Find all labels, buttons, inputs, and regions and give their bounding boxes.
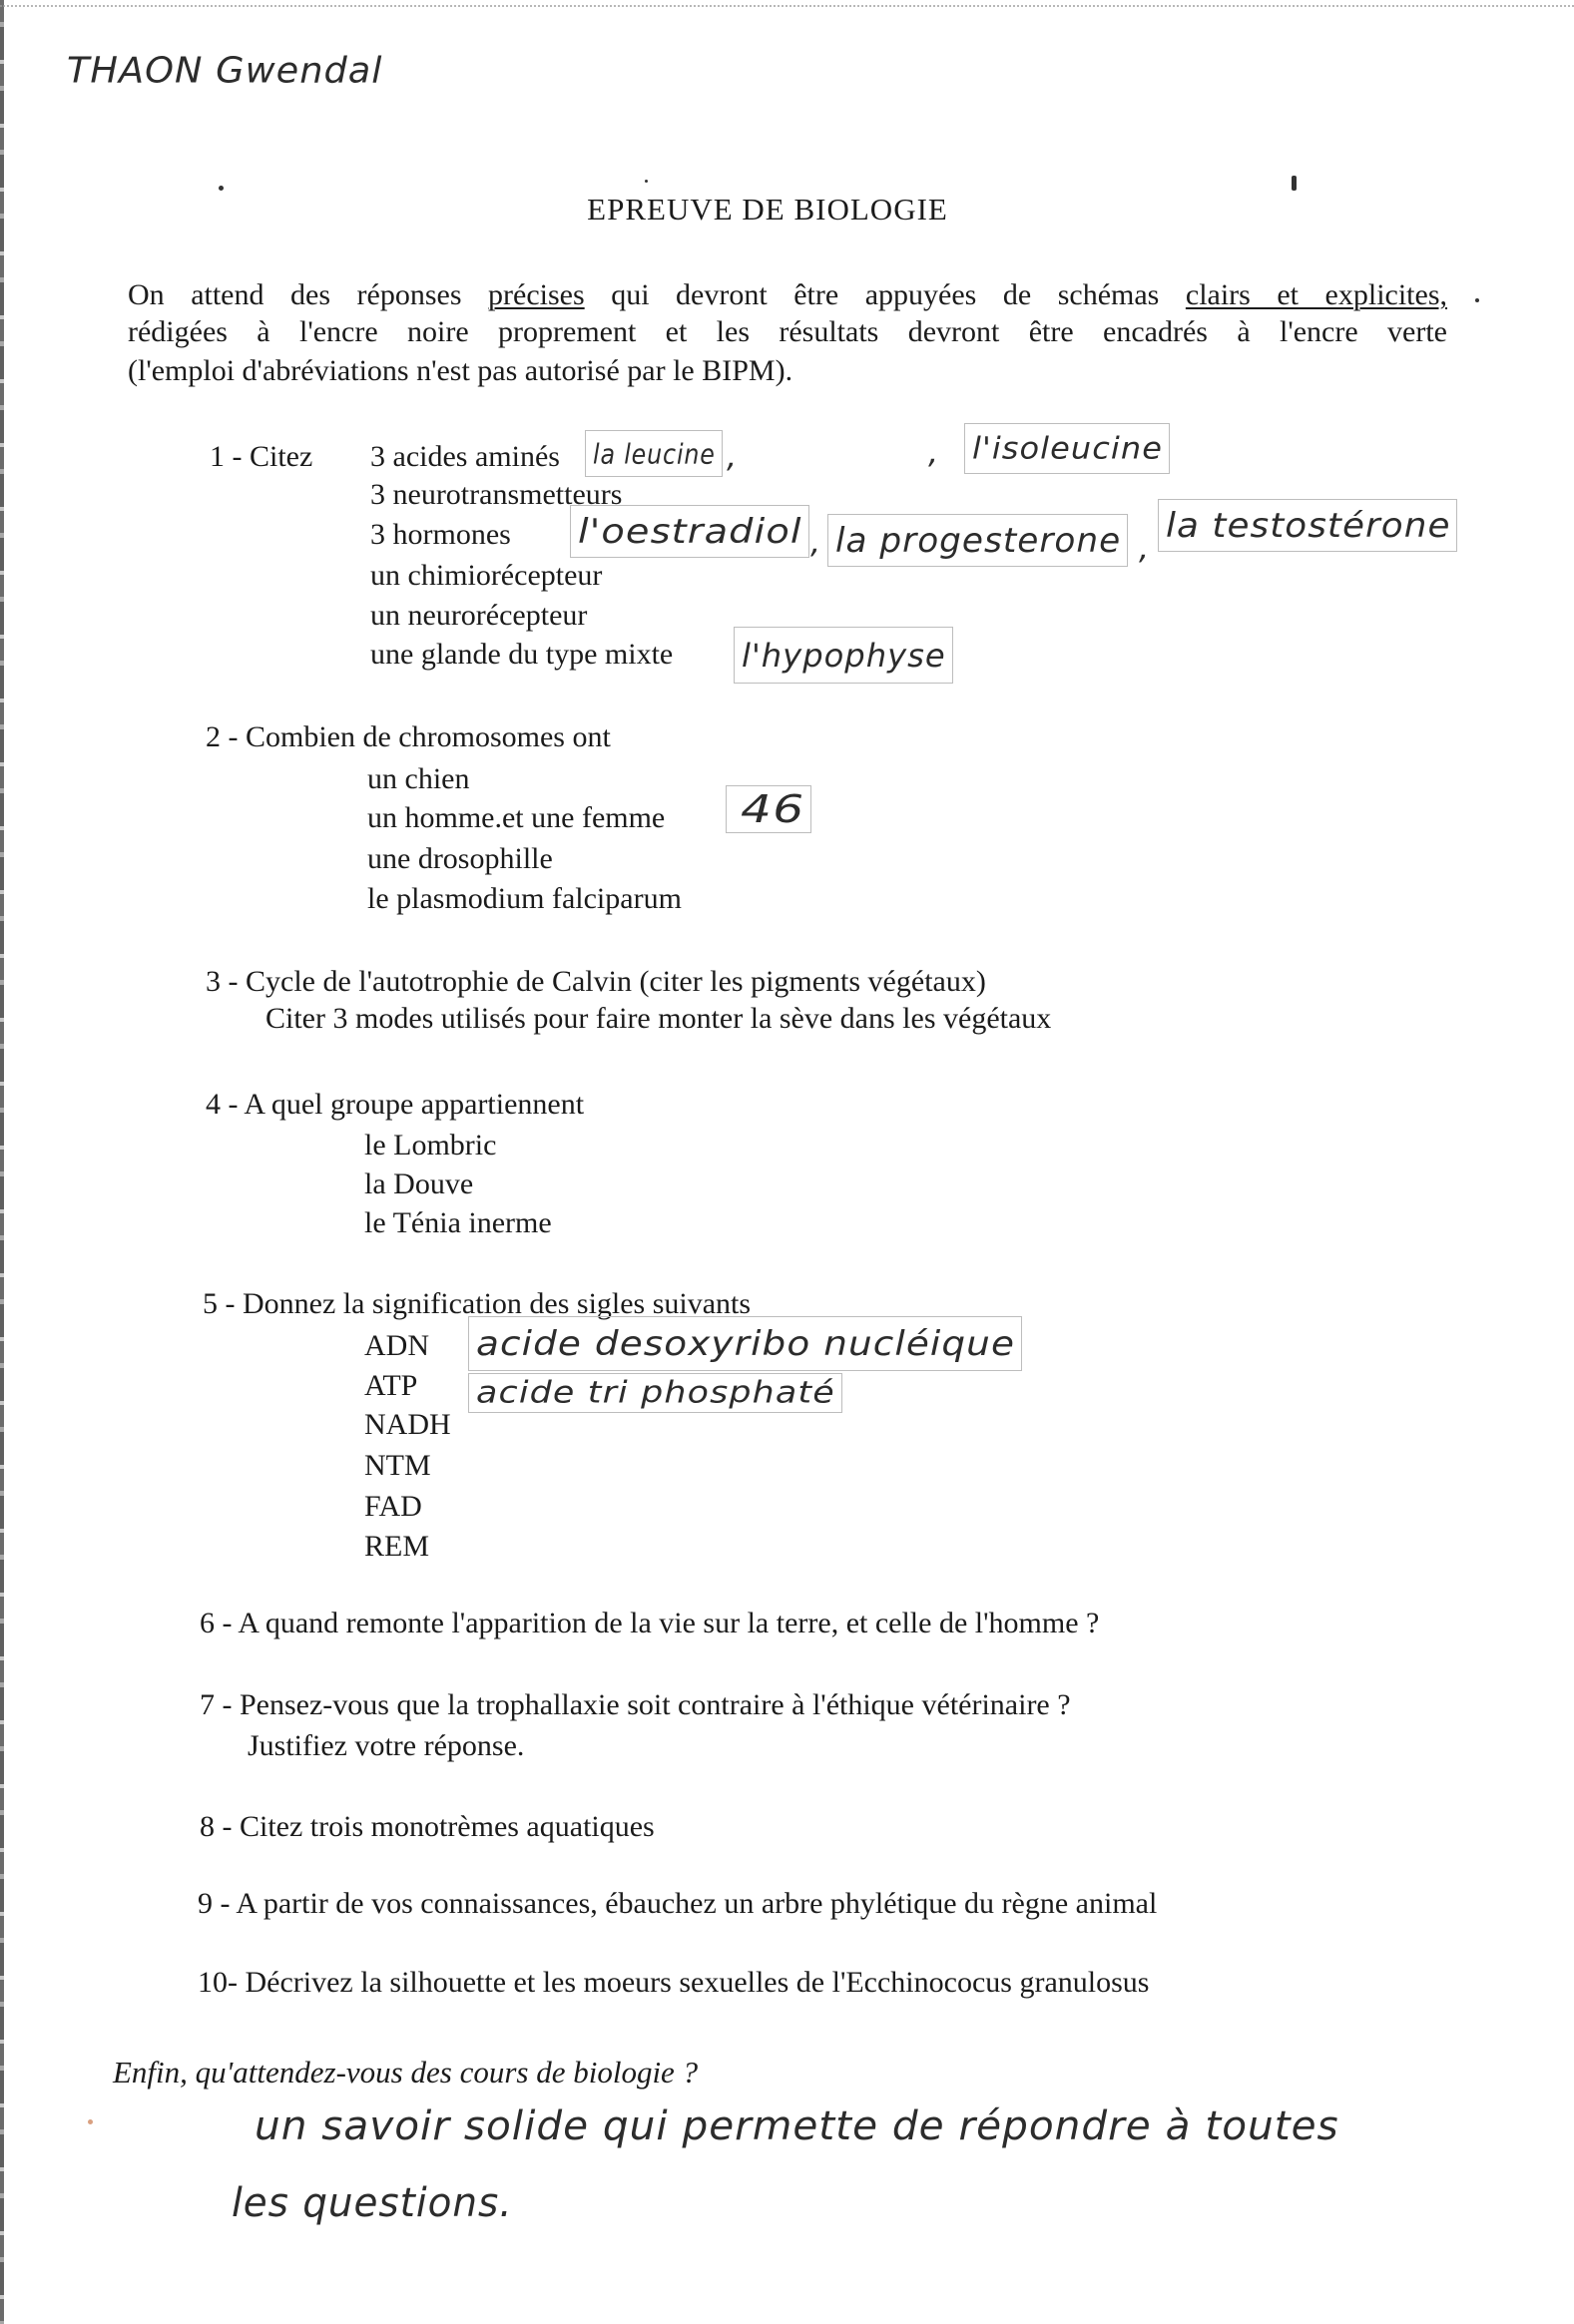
answer-box [570,505,809,558]
question-item: un homme.et une femme [367,801,666,834]
student-name: THAON Gwendal [67,50,383,92]
answer-box [468,1316,1022,1371]
handwritten-answer: l'oestradiol [578,511,802,552]
acronym-item: NADH [364,1408,451,1441]
question-item: un neurorécepteur [370,599,588,632]
question-item: une drosophille [367,842,553,875]
question-9-number: 9 - A partir de vos connaissances, ébauchez un arbre phylétique du règne animal [198,1887,1158,1920]
question-5-number: 5 - Donnez la signification des sigles suivants [203,1287,752,1320]
handwritten-answer: acide desoxyribo nucléique [476,1323,1016,1364]
handwritten-comma: , [810,523,821,561]
handwritten-answer: la progesterone [835,520,1122,561]
student-name-box [60,40,389,102]
question-item: un chien [367,762,470,795]
handwritten-answer: la testostérone [1166,505,1451,546]
answer-box [1158,499,1457,552]
scan-left-edge [0,0,4,2324]
acronym-item: ADN [364,1329,429,1362]
answer-box [726,785,811,833]
question-item: Justifiez votre réponse. [248,1729,525,1762]
scan-speck [645,180,648,183]
intro-line-1 [128,278,1447,312]
intro-underlined-text: clairs et explicites, [1185,278,1448,311]
answer-box [585,430,723,477]
handwritten-answer: les questions. [232,2180,513,2226]
acronym-item: NTM [364,1449,431,1482]
question-10-number: 10- Décrivez la silhouette et les moeurs sexuelles de l'Ecchinococus granulosus [198,1966,1150,1999]
scan-speck [1475,298,1479,302]
question-item: le Lombric [364,1129,497,1162]
question-item: la Douve [364,1167,474,1200]
handwritten-comma: , [1139,529,1150,567]
question-item: Citer 3 modes utilisés pour faire monter la sève dans les végétaux [265,1002,1052,1035]
intro-text: qui devront être appuyées de schémas [584,278,1186,311]
scan-speck [1292,176,1297,191]
handwritten-answer: un savoir solide qui permette de répondre à toutes [255,2103,1339,2149]
question-item: 3 hormones [370,518,511,551]
handwritten-answer: l'isoleucine [972,431,1164,466]
question-item: le Ténia inerme [364,1206,552,1239]
closing-prompt: Enfin, qu'attendez-vous des cours de biologie ? [113,2055,699,2090]
intro-text: On attend des réponses [128,278,489,311]
question-7-number: 7 - Pensez-vous que la trophallaxie soit contraire à l'éthique vétérinaire ? [200,1688,1071,1721]
question-item: un chimiorécepteur [370,559,603,592]
intro-underlined-text: précises [488,278,585,311]
closing-answer-line-1 [248,2093,1345,2159]
handwritten-answer: acide tri phosphaté [476,1375,835,1411]
answer-box [964,423,1170,474]
question-3-number: 3 - Cycle de l'autotrophie de Calvin (citer les pigments végétaux) [206,965,986,998]
answer-box [468,1373,842,1413]
scan-speck [88,2119,93,2124]
scan-top-edge [0,5,1574,7]
answer-box [827,514,1128,567]
question-item: 3 neurotransmetteurs [370,478,623,511]
acronym-item: REM [364,1530,430,1563]
question-item: une glande du type mixte [370,638,674,671]
question-6-number: 6 - A quand remonte l'apparition de la vie sur la terre, et celle de l'homme ? [200,1607,1100,1639]
acronym-item: ATP [364,1369,418,1402]
question-4-number: 4 - A quel groupe appartiennent [206,1088,585,1121]
handwritten-comma: , [727,437,738,475]
acronym-item: FAD [364,1490,422,1523]
page-title: EPREUVE DE BIOLOGIE [587,192,948,227]
question-item: le plasmodium falciparum [367,882,682,915]
closing-answer-line-2 [225,2171,519,2235]
handwritten-answer: la leucine [593,437,716,470]
question-item: 3 acides aminés [370,440,560,473]
question-2-number: 2 - Combien de chromosomes ont [206,720,611,753]
handwritten-answer: l'hypophyse [742,636,946,675]
scan-speck [219,186,224,191]
answer-box [734,627,953,684]
intro-line-3: (l'emploi d'abréviations n'est pas autorisé par le BIPM). [128,354,793,387]
handwritten-comma: , [928,433,939,471]
question-1-number: 1 - Citez [210,440,313,473]
question-8-number: 8 - Citez trois monotrèmes aquatiques [200,1810,655,1843]
handwritten-answer: 46 [741,787,805,831]
intro-line-2: rédigées à l'encre noire proprement et les résultats devront être encadrés à l'encre verte [128,315,1447,348]
